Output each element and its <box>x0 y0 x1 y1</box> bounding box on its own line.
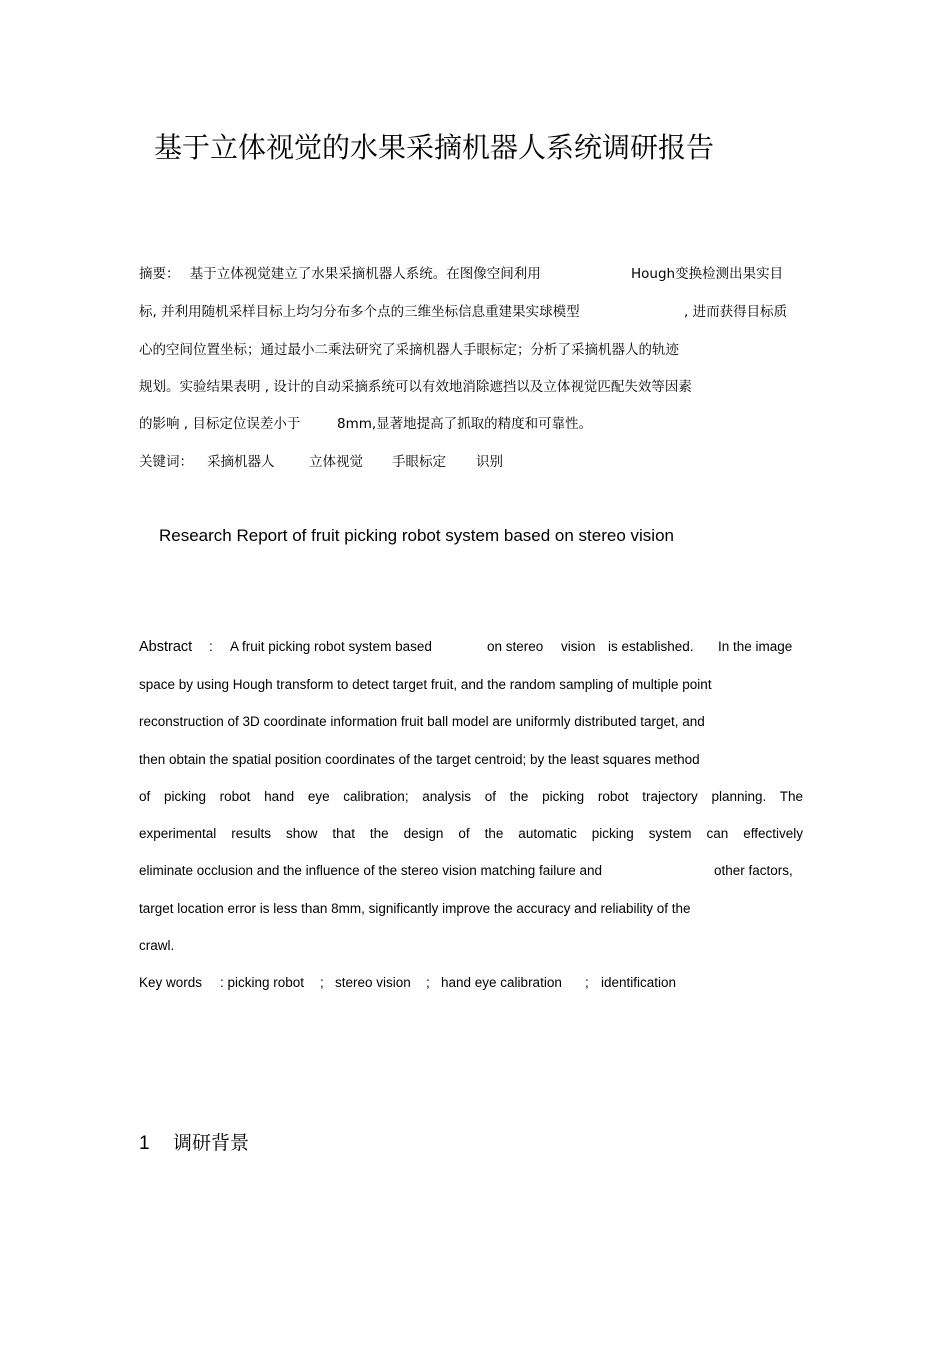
keywords-en <box>139 975 677 990</box>
section-number: 1 <box>139 1133 150 1154</box>
abstract-cn-text-1a: 基于立体视觉建立了水果采摘机器人系统。在图像空间利用 <box>189 266 541 282</box>
abstract-cn-line-3: 心的空间位置坐标；通过最小二乘法研究了采摘机器人手眼标定；分析了采摘机器人的轨迹 <box>139 342 679 358</box>
keyword-en-3: hand eye calibration <box>441 975 562 990</box>
abstract-en-text-1c: vision <box>561 639 596 654</box>
keyword-en-1: : picking robot <box>220 975 305 990</box>
abstract-en-line-2: space by using Hough transform to detect target fruit, and the random sampling of multiple point <box>139 677 712 692</box>
keywords-cn <box>139 450 503 470</box>
abstract-en-text-1e: In the image <box>718 639 793 654</box>
section-title: 调研背景 <box>173 1132 250 1154</box>
keyword-en-4: identification <box>601 975 677 990</box>
abstract-en-text-1d: is established. <box>608 639 694 654</box>
abstract-en-colon: : <box>209 639 213 654</box>
keyword-en-sep-1: ; <box>320 975 324 990</box>
abstract-cn-line-4: 规划。实验结果表明 , 设计的自动采摘系统可以有效地消除遮挡以及立体视觉匹配失效等因素 <box>139 379 692 395</box>
keyword-en-sep-2: ; <box>426 975 430 990</box>
keyword-cn-2: 立体视觉 <box>309 454 363 470</box>
keyword-cn-1: 采摘机器人 <box>207 454 275 470</box>
abstract-en-text-1a: A fruit picking robot system based <box>230 639 432 654</box>
section-heading <box>139 1128 249 1155</box>
english-title: Research Report of fruit picking robot system based on stereo vision <box>159 526 674 545</box>
abstract-cn-text-5a: 的影响 , 目标定位误差小于 <box>139 416 301 432</box>
abstract-en-label: Abstract <box>139 639 193 655</box>
abstract-en-line-9: crawl. <box>139 938 175 953</box>
document-title: 基于立体视觉的水果采摘机器人系统调研报告 <box>154 131 715 164</box>
keyword-en-sep-3: ; <box>585 975 589 990</box>
abstract-en-text-7a: eliminate occlusion and the influence of the stereo vision matching failure and <box>139 863 603 878</box>
abstract-cn-line-1 <box>139 262 784 282</box>
abstract-cn-line-5 <box>139 412 593 432</box>
abstract-en-text-1b: on stereo <box>487 639 544 654</box>
abstract-cn-text-5b: 8mm,显著地提高了抓取的精度和可靠性。 <box>337 416 593 432</box>
abstract-en-line-4: then obtain the spatial position coordinates of the target centroid; by the least squares method <box>139 752 700 767</box>
keyword-en-2: stereo vision <box>335 975 411 990</box>
abstract-en-line-8: target location error is less than 8mm, significantly improve the accuracy and reliability of the <box>139 901 691 916</box>
keywords-cn-label: 关键词： <box>139 454 193 470</box>
abstract-cn-label: 摘要： <box>139 266 180 282</box>
abstract-en-line-1 <box>139 639 793 655</box>
abstract-en-line-6: experimental results show that the design of the automatic picking system can effectively <box>139 826 803 841</box>
abstract-en-line-5: of picking robot hand eye calibration; analysis of the picking robot trajectory planning. The <box>139 789 803 804</box>
abstract-cn-text-2a: 标, 并利用随机采样目标上均匀分布多个点的三维坐标信息重建果实球模型 <box>139 304 580 320</box>
abstract-en-line-3: reconstruction of 3D coordinate information fruit ball model are uniformly distributed target, and <box>139 714 705 729</box>
keyword-cn-4: 识别 <box>476 454 503 470</box>
abstract-cn-text-1b: Hough变换检测出果实目 <box>631 266 784 282</box>
abstract-cn-line-2 <box>139 300 788 320</box>
abstract-en-line-7 <box>139 863 793 878</box>
keywords-en-label: Key words <box>139 975 203 990</box>
abstract-cn-text-2b: , 进而获得目标质 <box>684 304 788 320</box>
abstract-en-text-7b: other factors, <box>714 863 793 878</box>
keyword-cn-3: 手眼标定 <box>392 454 446 470</box>
